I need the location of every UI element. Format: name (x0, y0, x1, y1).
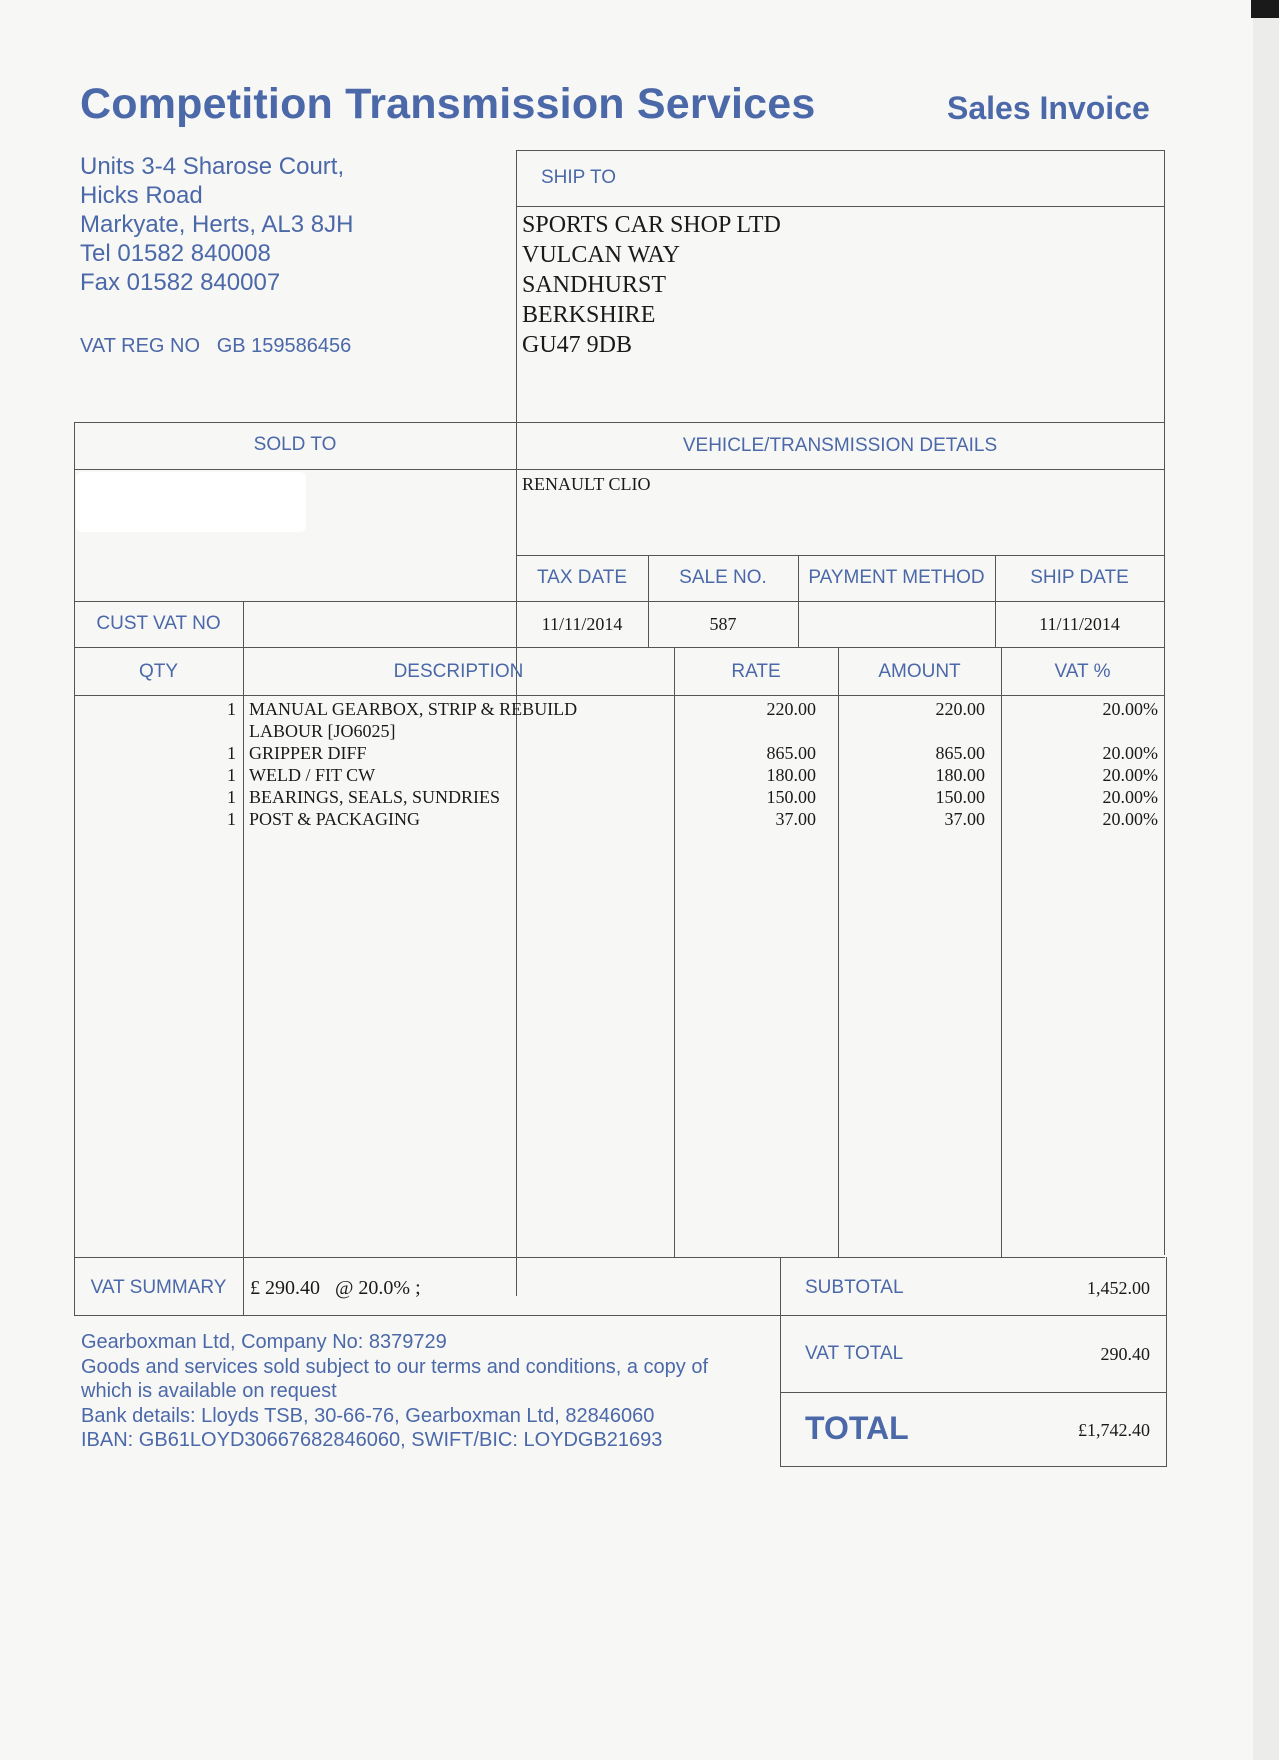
item-vat: 20.00% (1102, 787, 1158, 807)
vat-header: VAT % (1054, 661, 1111, 682)
item-rate: 37.00 (775, 809, 816, 829)
item-rate: 220.00 (766, 699, 816, 719)
item-amount: 865.00 (935, 743, 985, 763)
document-type: Sales Invoice (947, 90, 1150, 126)
sold-to-redacted (76, 472, 306, 532)
vat-summary-label: VAT SUMMARY (90, 1277, 227, 1298)
ship-to-label: SHIP TO (541, 167, 616, 188)
tax-date-value: 11/11/2014 (541, 614, 623, 634)
address-line: Markyate, Herts, AL3 8JH (80, 211, 354, 238)
vehicle-details-label: VEHICLE/TRANSMISSION DETAILS (682, 435, 998, 456)
subtotal-value: 1,452.00 (1087, 1278, 1150, 1298)
item-qty: 1 (227, 787, 236, 807)
total-value: £1,742.40 (1078, 1420, 1150, 1440)
item-vat: 20.00% (1102, 765, 1158, 785)
payment-method-label: PAYMENT METHOD (808, 567, 985, 588)
item-description: WELD / FIT CW (249, 765, 376, 785)
footer-line: Goods and services sold subject to our terms and conditions, a copy of (81, 1355, 709, 1378)
vat-summary-value: £ 290.40 @ 20.0% ; (250, 1277, 421, 1299)
ship-to-line: VULCAN WAY (522, 242, 681, 268)
ship-to-line: GU47 9DB (522, 332, 633, 358)
company-footer (81, 1330, 708, 1453)
item-description: LABOUR [JO6025] (249, 721, 396, 741)
vat-reg-number: VAT REG NO GB 159586456 (80, 335, 352, 357)
amount-header: AMOUNT (878, 661, 961, 682)
table-row (74, 765, 1165, 787)
description-header: DESCRIPTION (393, 661, 524, 682)
table-row (74, 743, 1165, 765)
item-qty: 1 (227, 699, 236, 719)
tax-date-label: TAX DATE (536, 567, 628, 588)
scan-edge-mark (1251, 0, 1279, 18)
qty-header: QTY (138, 661, 179, 682)
ship-date-label: SHIP DATE (1030, 567, 1129, 588)
item-description: BEARINGS, SEALS, SUNDRIES (249, 787, 501, 807)
item-rate: 180.00 (766, 765, 816, 785)
company-name: Competition Transmission Services (80, 80, 816, 128)
ship-to-line: BERKSHIRE (522, 302, 656, 328)
item-rate: 150.00 (766, 787, 816, 807)
footer-line: IBAN: GB61LOYD30667682846060, SWIFT/BIC: LOYDGB21693 (81, 1429, 663, 1451)
sale-no-value: 587 (709, 614, 737, 634)
ship-to-address (522, 210, 781, 360)
total-label: TOTAL (805, 1410, 909, 1446)
sold-to-label: SOLD TO (253, 434, 337, 455)
fax-line: Fax 01582 840007 (80, 269, 281, 296)
item-description: POST & PACKAGING (249, 809, 421, 829)
address-line: Units 3-4 Sharose Court, (80, 153, 345, 180)
rate-header: RATE (731, 661, 781, 682)
item-vat: 20.00% (1102, 809, 1158, 829)
item-vat: 20.00% (1102, 699, 1158, 719)
table-row (74, 699, 1165, 721)
item-description: GRIPPER DIFF (249, 743, 367, 763)
table-row (74, 787, 1165, 809)
ship-date-value: 11/11/2014 (1039, 614, 1120, 634)
item-amount: 37.00 (944, 809, 985, 829)
item-qty: 1 (227, 765, 236, 785)
footer-line: Gearboxman Ltd, Company No: 8379729 (81, 1331, 447, 1353)
vat-total-value: 290.40 (1100, 1344, 1150, 1364)
table-row (74, 721, 1165, 743)
item-qty: 1 (227, 743, 236, 763)
table-row (74, 809, 1165, 831)
vehicle-details-value: RENAULT CLIO (522, 474, 651, 494)
item-rate: 865.00 (766, 743, 816, 763)
item-vat: 20.00% (1102, 743, 1158, 763)
phone-line: Tel 01582 840008 (80, 240, 271, 267)
address-line: Hicks Road (80, 182, 203, 209)
subtotal-label: SUBTOTAL (805, 1277, 904, 1298)
item-amount: 220.00 (935, 699, 985, 719)
footer-line: which is available on request (81, 1380, 337, 1402)
ship-to-line: SANDHURST (522, 272, 667, 298)
scan-edge-strip (1253, 18, 1279, 1760)
sale-no-label: SALE NO. (679, 567, 767, 588)
footer-line: Bank details: Lloyds TSB, 30-66-76, Gearboxman Ltd, 82846060 (81, 1404, 655, 1427)
company-address (80, 152, 353, 297)
item-amount: 150.00 (935, 787, 985, 807)
item-qty: 1 (227, 809, 236, 829)
cust-vat-label: CUST VAT NO (96, 613, 221, 634)
vat-total-label: VAT TOTAL (805, 1343, 904, 1364)
item-description: MANUAL GEARBOX, STRIP & REBUILD (249, 699, 578, 719)
items-body (74, 699, 1165, 831)
item-amount: 180.00 (935, 765, 985, 785)
ship-to-line: SPORTS CAR SHOP LTD (522, 212, 781, 238)
